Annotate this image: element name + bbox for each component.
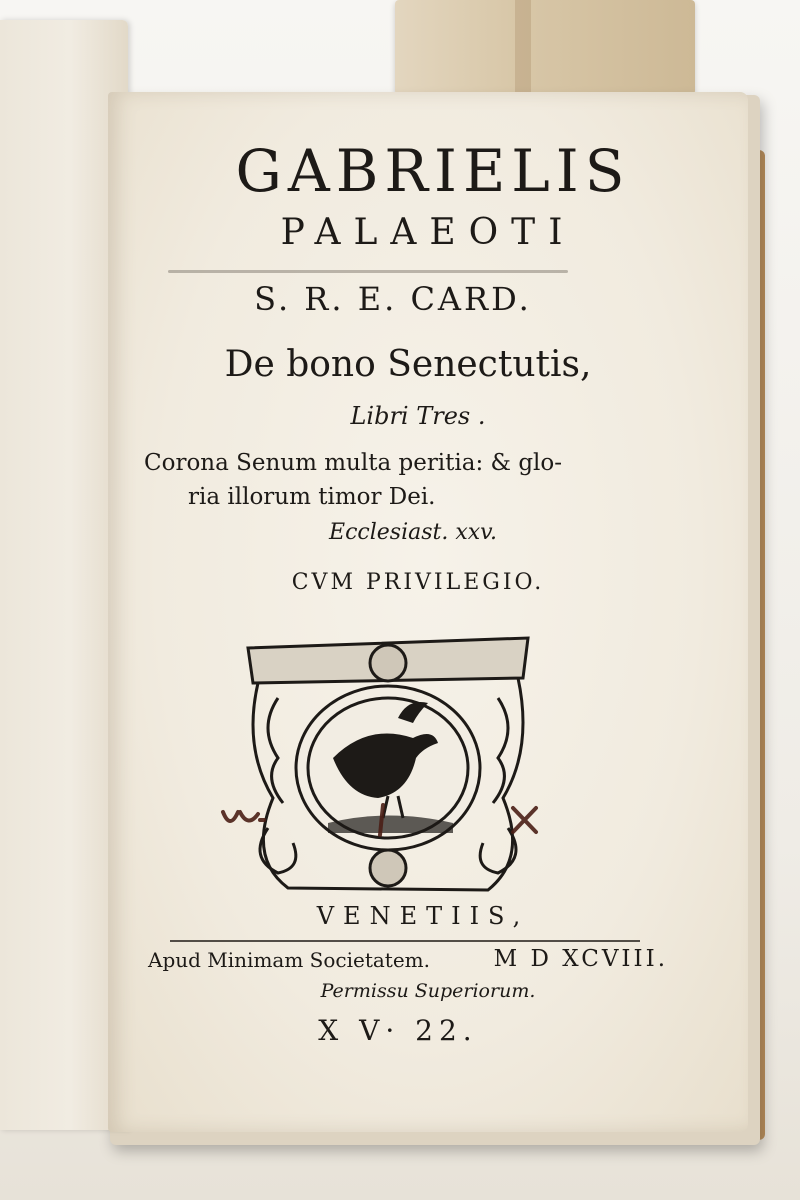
- work-subtitle: Libri Tres .: [350, 402, 486, 430]
- ink-mark-icon: [218, 800, 548, 840]
- imprint-year: M D XCVIII.: [493, 946, 668, 972]
- imprint-publisher: Apud Minimam Societatem.: [148, 948, 430, 972]
- motto-source: Ecclesiast. xxv.: [329, 520, 497, 545]
- author-last-name: PALAEOTI: [280, 212, 576, 253]
- author-first-name: GABRIELIS: [235, 137, 631, 205]
- printers-device-woodcut: [238, 628, 538, 903]
- imprint-city: VENETIIS,: [316, 902, 530, 930]
- handwritten-annotation-mark: [218, 800, 548, 847]
- title-page: [108, 92, 748, 1132]
- work-title: De bono Senectutis,: [224, 344, 592, 385]
- motto-line-1: Corona Senum multa peritia: & glo-: [144, 450, 563, 476]
- background-book: [395, 0, 695, 95]
- privilege-line: CVM PRIVILEGIO.: [291, 570, 545, 595]
- imprint-permission: Permissu Superiorum.: [320, 980, 536, 1002]
- motto-line-2: ria illorum timor Dei.: [188, 484, 436, 510]
- imprint-rule: [170, 940, 640, 942]
- shelfmark-note: X V· 22.: [318, 1014, 478, 1047]
- author-rank: S. R. E. CARD.: [254, 280, 532, 318]
- author-underline: [168, 270, 568, 273]
